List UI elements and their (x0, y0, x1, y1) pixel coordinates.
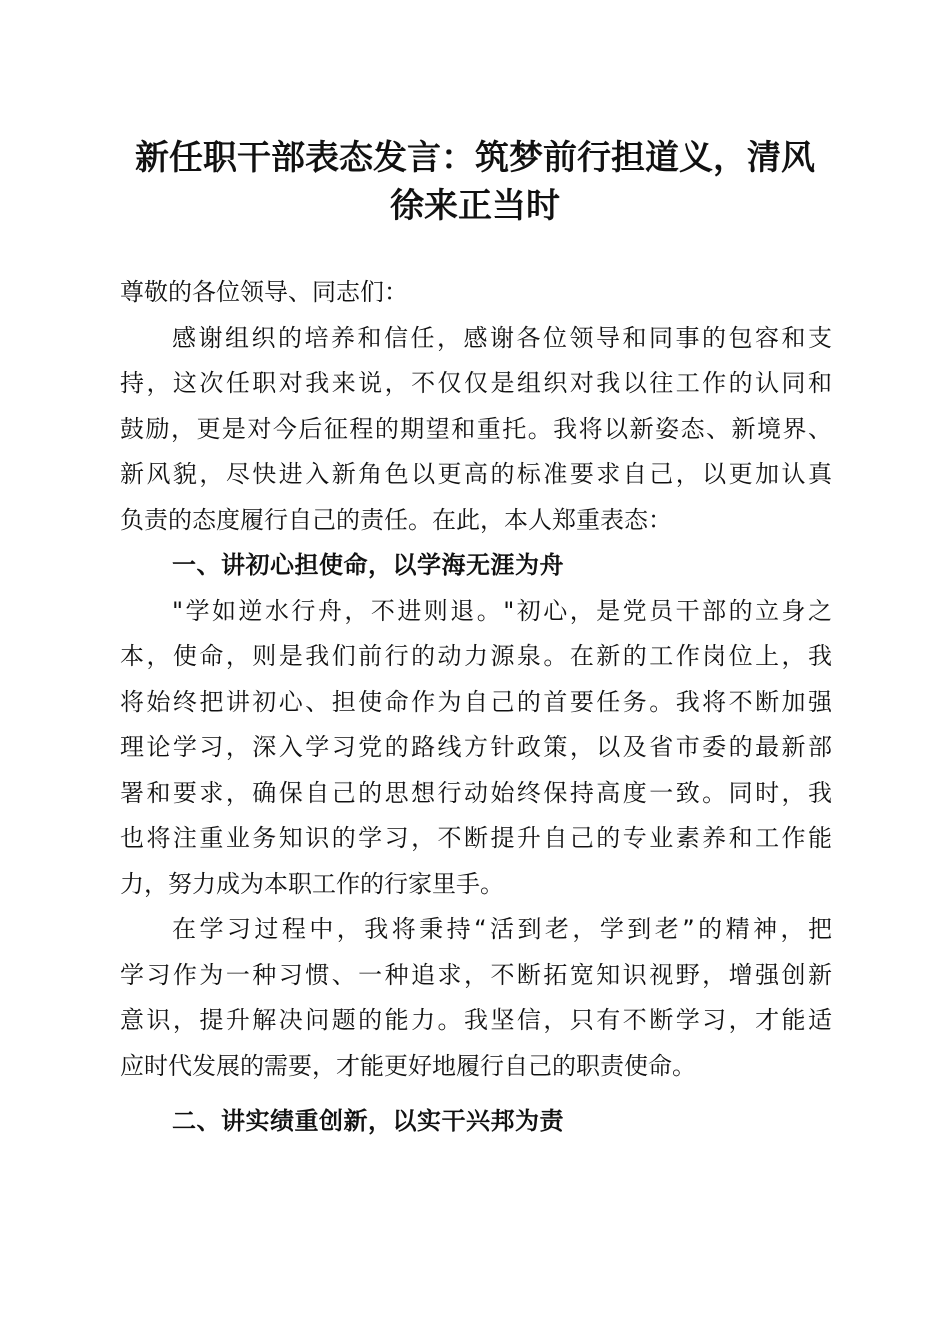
paragraph-line: 应时代发展的需要，才能更好地履行自己的职责使命。 (120, 1051, 696, 1080)
paragraph-line: 理论学习，深入学习党的路线方针政策，以及省市委的最新部 (120, 733, 832, 761)
paragraph-line: 署和要求，确保自己的思想行动始终保持高度一致。同时，我 (120, 778, 832, 807)
section-heading-2: 二、讲实绩重创新，以实干兴邦为责 (172, 1107, 564, 1135)
spacer (120, 1089, 832, 1099)
paragraph-line: 持，这次任职对我来说，不仅仅是组织对我以往工作的认同和 (120, 369, 832, 397)
paragraph-line: "学如逆水行舟，不进则退。"初心，是党员干部的立身之 (172, 596, 832, 625)
paragraph-line: 也将注重业务知识的学习，不断提升自己的专业素养和工作能 (120, 824, 832, 852)
section-heading-1: 一、讲初心担使命，以学海无涯为舟 (172, 551, 564, 579)
salutation: 尊敬的各位领导、同志们： (120, 278, 408, 306)
document-body (120, 270, 832, 1145)
paragraph-line: 学习作为一种习惯、一种追求，不断拓宽知识视野，增强创新 (120, 960, 832, 989)
paragraph-line: 在学习过程中，我将秉持“活到老，学到老”的精神，把 (172, 915, 832, 943)
paragraph-line: 意识，提升解决问题的能力。我坚信，只有不断学习，才能适 (120, 1006, 832, 1034)
paragraph-line: 新风貌，尽快进入新角色以更高的标准要求自己，以更加认真 (120, 460, 832, 488)
paragraph-line: 感谢组织的培养和信任，感谢各位领导和同事的包容和支 (172, 323, 832, 352)
document-title-line-2: 徐来正当时 (390, 186, 560, 226)
paragraph-line: 将始终把讲初心、担使命作为自己的首要任务。我将不断加强 (120, 687, 832, 716)
paragraph-line: 负责的态度履行自己的责任。在此，本人郑重表态： (120, 505, 672, 534)
document-title-line-1: 新任职干部表态发言：筑梦前行担道义，清风 (135, 138, 815, 178)
paragraph-line: 本，使命，则是我们前行的动力源泉。在新的工作岗位上，我 (120, 642, 832, 670)
paragraph-line: 力，努力成为本职工作的行家里手。 (120, 869, 504, 898)
paragraph-line: 鼓励，更是对今后征程的期望和重托。我将以新姿态、新境界、 (120, 414, 832, 443)
